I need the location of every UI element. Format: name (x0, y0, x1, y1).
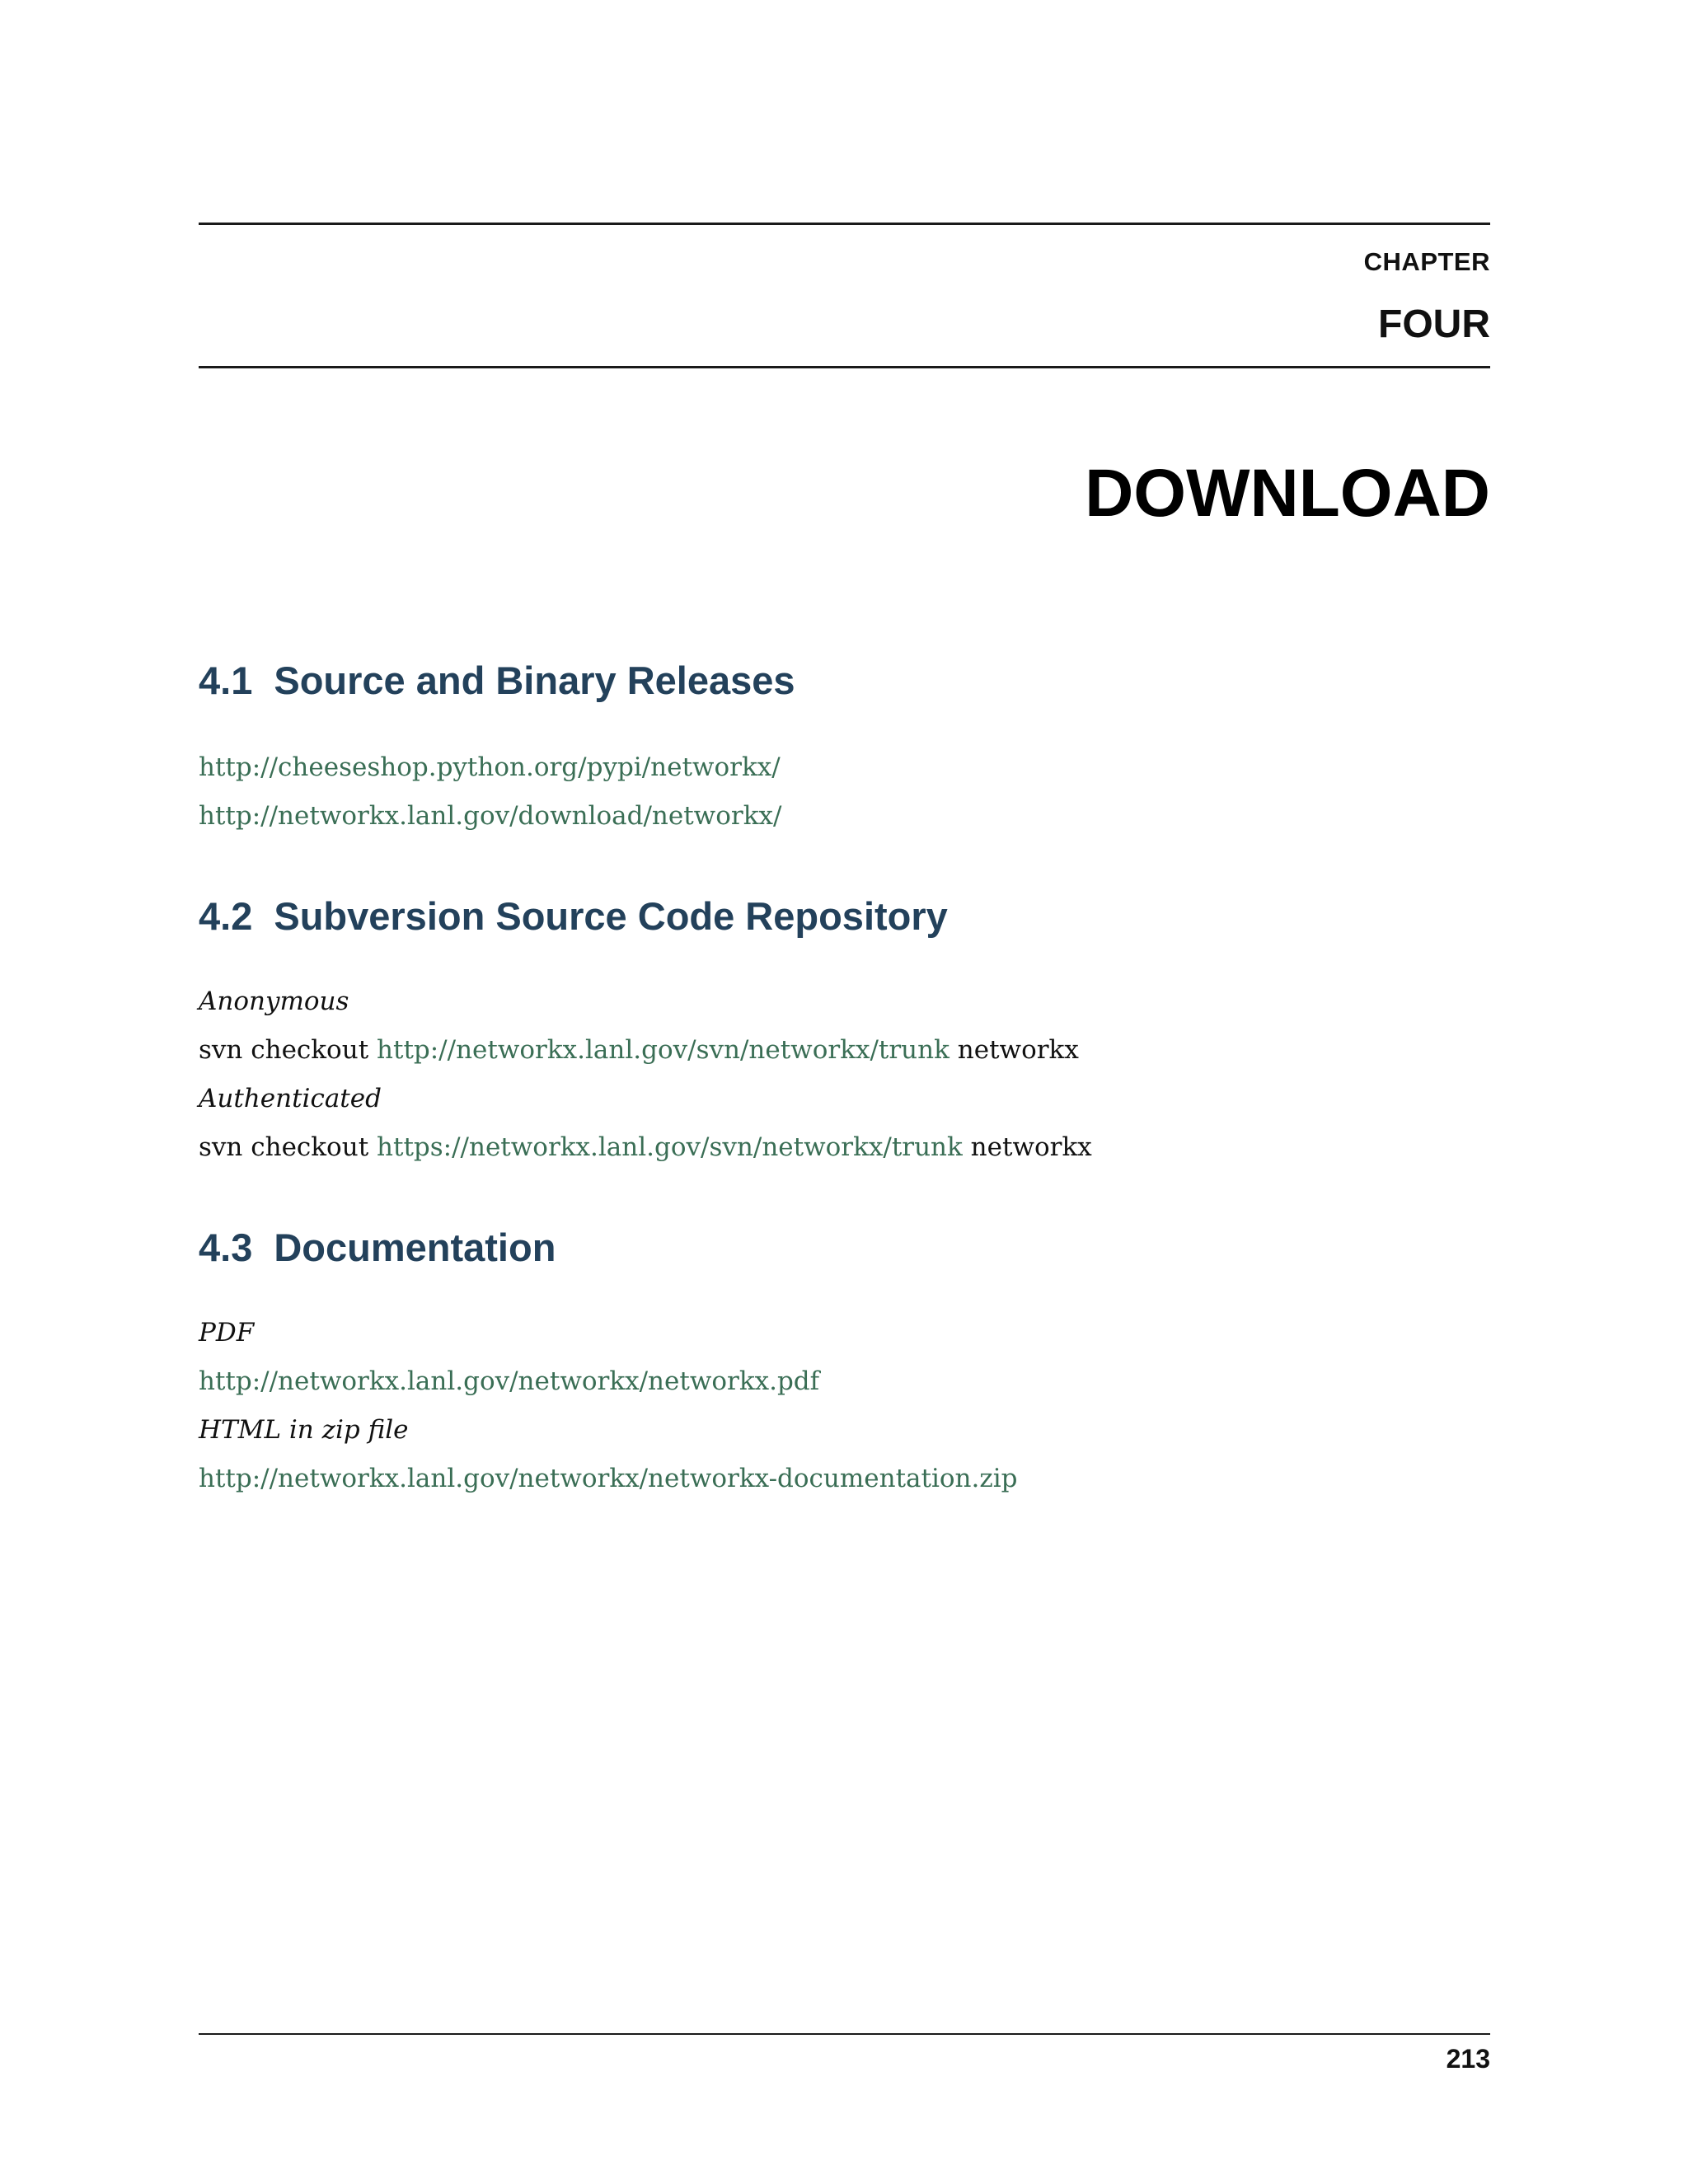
section-title: Documentation (274, 1226, 556, 1269)
anonymous-svn-link[interactable]: http://networkx.lanl.gov/svn/networkx/trunk (377, 1035, 950, 1065)
authenticated-label: Authenticated (199, 1084, 382, 1113)
section-number: 4.1 (199, 658, 253, 702)
html-zip-label: HTML in zip file (199, 1415, 409, 1445)
chapter-top-rule (199, 223, 1490, 225)
section-heading-4-1 (199, 658, 795, 703)
chapter-title: DOWNLOAD (1085, 456, 1490, 531)
section-title: Source and Binary Releases (274, 658, 795, 702)
section-heading-4-3 (199, 1225, 556, 1270)
authenticated-checkout-line (199, 1132, 1092, 1162)
anonymous-label: Anonymous (199, 987, 349, 1016)
footer-rule (199, 2033, 1490, 2035)
anonymous-checkout-line (199, 1035, 1079, 1065)
release-link-lanl-line (199, 801, 782, 831)
authenticated-svn-link[interactable]: https://networkx.lanl.gov/svn/networkx/trunk (377, 1132, 963, 1162)
cheeseshop-link[interactable]: http://cheeseshop.python.org/pypi/networkx/ (199, 752, 781, 782)
html-zip-link-line (199, 1466, 1017, 1492)
pdf-label: PDF (199, 1318, 255, 1347)
checkout-target: networkx (970, 1132, 1092, 1162)
checkout-target: networkx (957, 1035, 1079, 1065)
section-heading-4-2 (199, 893, 948, 939)
chapter-bottom-rule (199, 366, 1490, 368)
pdf-link-line (199, 1366, 820, 1396)
section-title: Subversion Source Code Repository (274, 894, 948, 938)
pdf-link[interactable]: http://networkx.lanl.gov/networkx/networkx.pdf (199, 1366, 820, 1396)
section-number: 4.3 (199, 1226, 253, 1269)
release-link-cheeseshop-line (199, 752, 781, 782)
section-number: 4.2 (199, 894, 253, 938)
lanl-download-link[interactable]: http://networkx.lanl.gov/download/networkx/ (199, 801, 782, 831)
chapter-label: CHAPTER (1363, 247, 1490, 276)
svn-command: svn checkout (199, 1035, 369, 1065)
html-zip-link[interactable]: http://networkx.lanl.gov/networkx/networkx-documentation.zip (199, 1464, 1018, 1493)
chapter-number: FOUR (1378, 302, 1490, 346)
svn-command: svn checkout (199, 1132, 369, 1162)
page-number: 213 (1446, 2044, 1490, 2074)
